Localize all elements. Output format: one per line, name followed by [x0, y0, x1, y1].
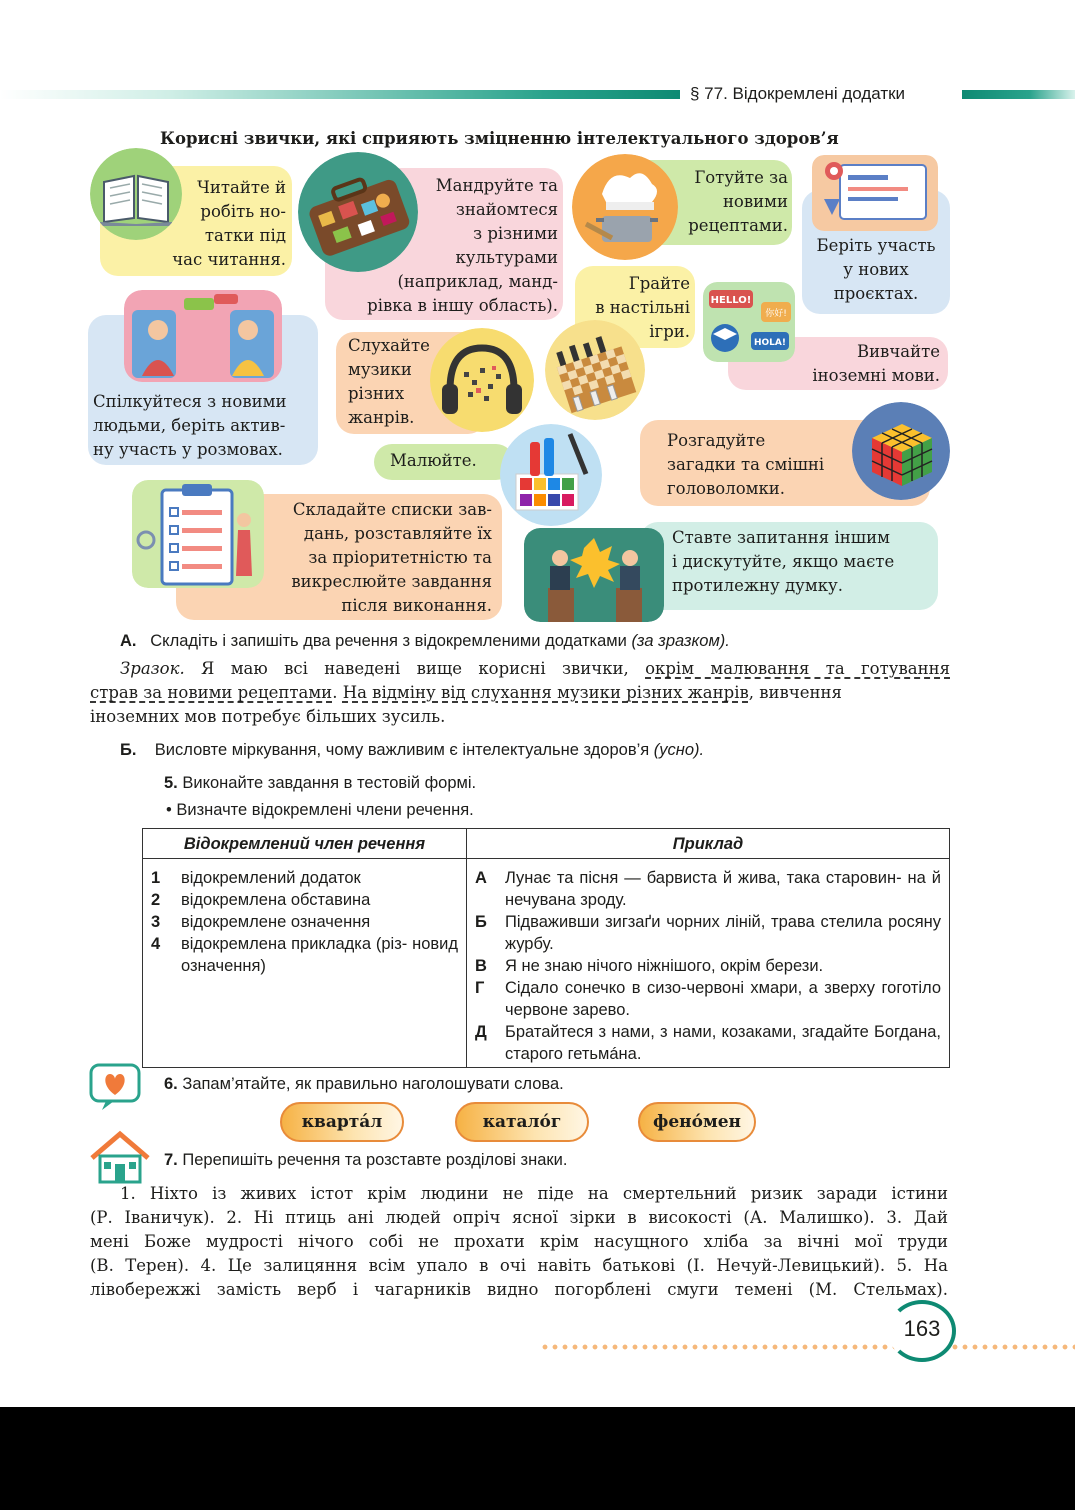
- habit-board-games-text: Грайте в настільні ігри.: [595, 274, 690, 341]
- hello-label: HELLO!: [710, 295, 752, 306]
- habit-music-text: Слухайте музики різних жанрів.: [348, 336, 430, 427]
- cooking-icon: [572, 154, 678, 260]
- members-cell: [143, 859, 467, 1068]
- table-row: Д Братайтеся з нами, з нами, козаками, згадайте Богдана, старого гетьмáна.: [475, 1023, 941, 1063]
- table-row: 2 відокремлена обставина: [151, 891, 371, 909]
- section-header: § 77. Відокремлені додатки: [690, 84, 906, 103]
- sample-paragraph: Зразок. Я маю всі наведені вище корисні звички, окрім малювання та готування страв за новими рецептами. На відміну від слухання музики різних жанрів, вивчення іноземних мов потребує більших зусиль.: [90, 659, 950, 726]
- video-chat-icon: [124, 290, 282, 382]
- nihao-label: 你好!: [765, 309, 787, 319]
- habit-puzzles-text: Розгадуйте загадки та смішні головоломки.: [667, 431, 825, 498]
- infographic-title: Корисні звички, які сприяють зміцненню інтелектуального здоров’я: [160, 129, 839, 148]
- exercise-text: 1. Ніхто із живих істот крім людини не піде на смертельний ризик заради істини (Р. Іваничук). 2. Ні птиць ані людей опріч ясної зірки в високості (А. Малишко). 3. Дай мені Боже мудрості нічого собі не прохати крім насущного хліба за вічні мої труди (В. Терен). 4. Це залицяння всім упало в очі навіть батькові (І. Нечуй-Левицький). 5. На лівобережжі замість верб і чагарників видно погорблені смуги темені (М. Стельмах).: [90, 1184, 948, 1299]
- task-b: Б. Висловте міркування, чому важливим є інтелектуальне здоров’я (усно).: [120, 741, 705, 759]
- book-icon: [90, 148, 182, 240]
- checklist-icon: [132, 480, 264, 588]
- debate-icon: [524, 528, 664, 622]
- habit-projects-text: Беріть участь у нових проєктах.: [816, 236, 936, 303]
- word-pill: квартáл: [280, 1102, 404, 1142]
- table-header-example: Приклад: [467, 829, 950, 859]
- project-icon: [812, 155, 938, 231]
- table-row: 4 відокремлена прикладка (різ- новид означення): [151, 935, 458, 975]
- habit-languages-text: Вивчайте іноземні мови.: [812, 342, 940, 385]
- languages-icon: [703, 282, 795, 362]
- chess-icon: [545, 320, 645, 420]
- habit-cooking-text: Готуйте за новими рецептами.: [688, 168, 788, 235]
- table-row: 1 відокремлений додаток: [151, 869, 361, 887]
- word-pill: катало́г: [455, 1102, 589, 1142]
- task-5: 5. Виконайте завдання в тестовій формі.: [164, 774, 477, 792]
- habit-discussion-text: Ставте запитання іншим і дискутуйте, якщо маєте протилежну думку.: [672, 528, 895, 595]
- heart-chat-icon: [88, 1062, 142, 1112]
- task-7: 7. Перепишіть речення та розставте розділові знаки.: [164, 1151, 568, 1169]
- bottom-black-bar: [0, 1407, 1075, 1510]
- dotted-footer-line: [540, 1344, 1075, 1350]
- word-pill: фено́мен: [638, 1102, 756, 1142]
- suitcase-icon: [298, 152, 418, 272]
- header-decor-line: [0, 90, 680, 99]
- examples-cell: [467, 859, 950, 1068]
- table-row: В Я не знаю нічого ніжнішого, окрім берези.: [475, 957, 824, 975]
- matching-table: [142, 828, 950, 1068]
- table-row: Г Сідало сонечко в сизо-червоні хмари, а зверху гоготіло червоне зарево.: [475, 979, 941, 1019]
- table-row: Б Підваживши зигзаґи чорних ліній, трава стелила росяну журбу.: [475, 913, 941, 953]
- table-row: А Лунає та пісня — барвиста й жива, така старовин- на й нечувана зроду.: [475, 869, 941, 909]
- task-5-bullet: • Визначте відокремлені члени речення.: [166, 801, 474, 819]
- habit-task-lists-text: Складайте списки зав- дань, розставляйте їх за пріоритетністю та викреслюйте завдання після виконання.: [291, 500, 492, 615]
- task-6: 6. Запам’ятайте, як правильно наголошувати слова.: [164, 1075, 564, 1093]
- paint-icon: [500, 424, 602, 526]
- rubiks-cube-icon: [852, 402, 950, 500]
- header-decor-line-right: [962, 90, 1075, 99]
- table-row: 3 відокремлене означення: [151, 913, 371, 931]
- habit-reading-text: Читайте й робіть но- татки під час читання.: [172, 178, 286, 269]
- page-number: 163: [903, 1316, 941, 1341]
- task-a: А. Складіть і запишіть два речення з відокремленими додатками (за зразком).: [120, 632, 730, 650]
- habit-travel-text: Мандруйте та знайомтеся з різними культурами (наприклад, манд- рівка в іншу область).: [367, 176, 558, 315]
- house-icon: [88, 1128, 152, 1186]
- habit-drawing-text: Малюйте.: [390, 451, 477, 470]
- hola-label: HOLA!: [754, 338, 786, 348]
- table-header-member: Відокремлений член речення: [143, 829, 467, 859]
- headphones-icon: [430, 328, 534, 432]
- habit-communication-text: Спілкуйтеся з новими людьми, беріть актив- ну участь у розмовах.: [93, 392, 287, 459]
